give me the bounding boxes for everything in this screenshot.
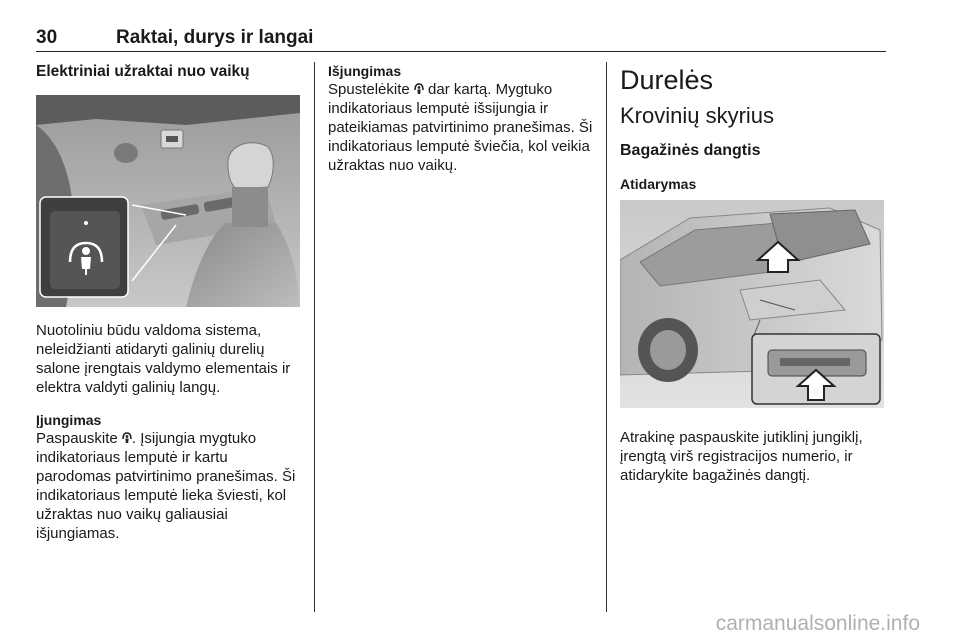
opening-text: Atrakinę paspauskite jutiklinį jungiklį, įrengtą virš registracijos numerio, ir atidarykite bagažinės dangtį. <box>620 429 863 484</box>
deactivation-text: Spustelėkite dar kartą. Mygtuko indikatoriaus lemputė išsijungia ir pateikiamas patvirtinimo pranešimas. Ši indikatoriaus lemputė šviečia, kol veikia užraktas nuo vaikų. <box>328 81 593 174</box>
child-lock-icon <box>414 83 424 95</box>
heading-deactivation: Išjungimas <box>328 63 402 79</box>
heading-activation: Įjungimas <box>36 412 102 428</box>
heading-load-compartment: Krovinių skyrius <box>620 103 775 128</box>
page-header <box>36 27 886 52</box>
page-number: 30 <box>36 27 58 48</box>
heading-opening: Atidarymas <box>620 176 697 192</box>
column-deactivation <box>328 62 596 175</box>
heading-tailgate: Bagažinės dangtis <box>620 142 761 159</box>
section-title-child-locks: Elektriniai užraktai nuo vaikų <box>36 63 250 80</box>
tailgate-opening-illustration <box>620 200 884 408</box>
column-doors <box>620 62 890 485</box>
heading-doors: Durelės <box>620 65 714 95</box>
child-lock-icon <box>122 432 132 444</box>
activation-text: Paspauskite . Įsijungia mygtuko indikatoriaus lemputė ir kartu parodomas patvirtinimo pranešimas. Ši indikatoriaus lemputė lieka šviesti, kol užraktas nuo vaikų galiausiai išjungiamas. <box>36 430 296 542</box>
column-divider <box>314 62 315 612</box>
column-divider <box>606 62 607 612</box>
chapter-title: Raktai, durys ir langai <box>116 27 314 48</box>
child-lock-button-illustration <box>36 95 300 307</box>
intro-text: Nuotoliniu būdu valdoma sistema, neleidžianti atidaryti galinių durelių salone įrengtais valdymo elementais ir elektra valdyti galinių langų. <box>36 322 291 396</box>
column-child-locks <box>36 62 300 543</box>
watermark: carmanualsonline.info <box>715 612 920 635</box>
